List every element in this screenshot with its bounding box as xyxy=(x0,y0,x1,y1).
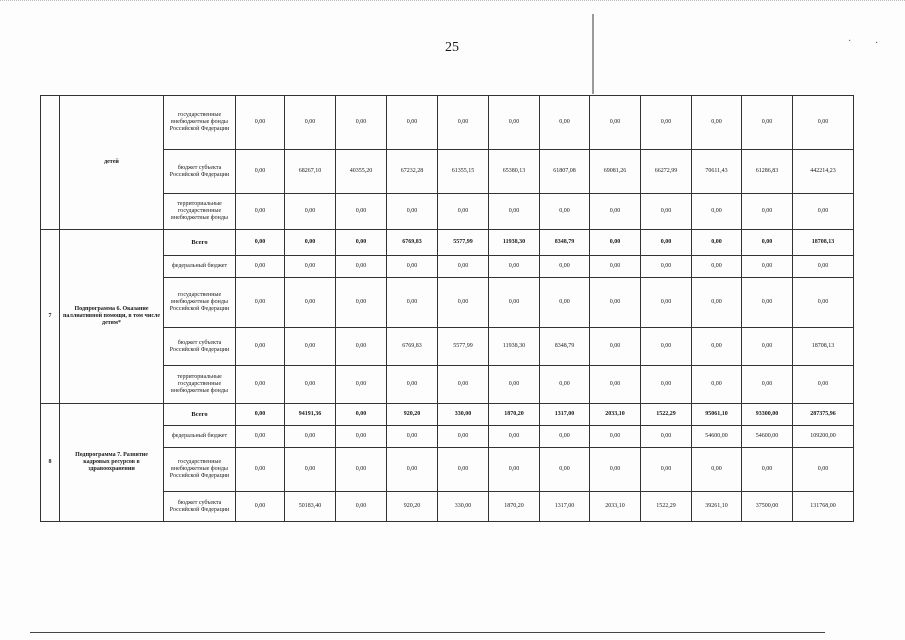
value-cell: 0,00 xyxy=(590,366,641,404)
budget-table-body xyxy=(41,96,854,522)
scan-fold-line xyxy=(592,14,594,94)
value-cell: 0,00 xyxy=(793,96,854,150)
value-cell: 0,00 xyxy=(540,448,590,492)
value-cell: 0,00 xyxy=(236,366,285,404)
value-cell: 0,00 xyxy=(742,328,793,366)
value-cell: 0,00 xyxy=(438,278,489,328)
table-row xyxy=(41,230,854,256)
value-cell: 61807,08 xyxy=(540,150,590,194)
value-cell: 5577,99 xyxy=(438,230,489,256)
value-cell: 0,00 xyxy=(236,256,285,278)
value-cell: 330,00 xyxy=(438,404,489,426)
value-cell: 0,00 xyxy=(285,328,336,366)
value-cell: 8348,79 xyxy=(540,328,590,366)
value-cell: 287375,96 xyxy=(793,404,854,426)
value-cell: 37500,00 xyxy=(742,492,793,522)
value-cell: 0,00 xyxy=(692,256,742,278)
value-cell: 54600,00 xyxy=(692,426,742,448)
value-cell: 11938,30 xyxy=(489,230,540,256)
value-cell: 1522,29 xyxy=(641,404,692,426)
table-row xyxy=(41,96,854,150)
value-cell: 0,00 xyxy=(692,366,742,404)
value-cell: 0,00 xyxy=(540,278,590,328)
funding-source-cell: территориальные государственные внебюджетные фонды xyxy=(164,194,236,230)
value-cell: 0,00 xyxy=(590,96,641,150)
value-cell: 0,00 xyxy=(641,278,692,328)
value-cell: 0,00 xyxy=(236,96,285,150)
subprogram-name-cell: Подпрограмма 7. Развитие кадровых ресурсов в здравоохранении xyxy=(60,404,164,522)
value-cell: 0,00 xyxy=(489,256,540,278)
scan-speck: · xyxy=(875,38,879,49)
value-cell: 0,00 xyxy=(489,278,540,328)
value-cell: 0,00 xyxy=(336,96,387,150)
value-cell: 1317,00 xyxy=(540,404,590,426)
value-cell: 0,00 xyxy=(540,96,590,150)
value-cell: 0,00 xyxy=(438,96,489,150)
value-cell: 0,00 xyxy=(387,194,438,230)
value-cell: 0,00 xyxy=(590,426,641,448)
value-cell: 0,00 xyxy=(336,230,387,256)
value-cell: 0,00 xyxy=(793,366,854,404)
value-cell: 0,00 xyxy=(489,194,540,230)
value-cell: 0,00 xyxy=(236,230,285,256)
value-cell: 0,00 xyxy=(438,448,489,492)
value-cell: 39261,10 xyxy=(692,492,742,522)
value-cell: 0,00 xyxy=(641,328,692,366)
value-cell: 18708,13 xyxy=(793,230,854,256)
value-cell: 0,00 xyxy=(641,448,692,492)
value-cell: 0,00 xyxy=(285,278,336,328)
scan-top-edge xyxy=(0,0,905,5)
value-cell: 920,20 xyxy=(387,492,438,522)
value-cell: 0,00 xyxy=(336,328,387,366)
value-cell: 0,00 xyxy=(590,328,641,366)
value-cell: 0,00 xyxy=(692,194,742,230)
row-number-cell: 7 xyxy=(41,230,60,404)
value-cell: 0,00 xyxy=(387,278,438,328)
value-cell: 0,00 xyxy=(336,278,387,328)
funding-source-cell: государственные внебюджетные фонды Российской Федерации xyxy=(164,96,236,150)
value-cell: 0,00 xyxy=(387,448,438,492)
value-cell: 0,00 xyxy=(793,194,854,230)
value-cell: 0,00 xyxy=(540,426,590,448)
value-cell: 0,00 xyxy=(692,448,742,492)
value-cell: 0,00 xyxy=(387,426,438,448)
value-cell: 0,00 xyxy=(336,194,387,230)
funding-source-cell: федеральный бюджет xyxy=(164,256,236,278)
value-cell: 0,00 xyxy=(641,230,692,256)
value-cell: 0,00 xyxy=(285,366,336,404)
value-cell: 0,00 xyxy=(590,448,641,492)
value-cell: 0,00 xyxy=(438,194,489,230)
value-cell: 0,00 xyxy=(236,448,285,492)
value-cell: 11938,30 xyxy=(489,328,540,366)
page-number: 25 xyxy=(445,40,459,55)
funding-source-cell: бюджет субъекта Российской Федерации xyxy=(164,328,236,366)
value-cell: 0,00 xyxy=(742,366,793,404)
value-cell: 61355,15 xyxy=(438,150,489,194)
value-cell: 920,20 xyxy=(387,404,438,426)
value-cell: 0,00 xyxy=(236,278,285,328)
value-cell: 0,00 xyxy=(489,366,540,404)
value-cell: 8348,79 xyxy=(540,230,590,256)
funding-source-cell: государственные внебюджетные фонды Российской Федерации xyxy=(164,278,236,328)
value-cell: 0,00 xyxy=(387,366,438,404)
value-cell: 1870,20 xyxy=(489,404,540,426)
value-cell: 442214,23 xyxy=(793,150,854,194)
value-cell: 66272,99 xyxy=(641,150,692,194)
value-cell: 40355,20 xyxy=(336,150,387,194)
value-cell: 0,00 xyxy=(438,426,489,448)
value-cell: 0,00 xyxy=(590,256,641,278)
value-cell: 0,00 xyxy=(236,150,285,194)
value-cell: 61286,83 xyxy=(742,150,793,194)
value-cell: 0,00 xyxy=(742,256,793,278)
value-cell: 0,00 xyxy=(540,194,590,230)
funding-source-cell: Всего xyxy=(164,404,236,426)
value-cell: 1522,29 xyxy=(641,492,692,522)
value-cell: 0,00 xyxy=(489,96,540,150)
value-cell: 67232,28 xyxy=(387,150,438,194)
value-cell: 93300,00 xyxy=(742,404,793,426)
value-cell: 0,00 xyxy=(641,426,692,448)
value-cell: 0,00 xyxy=(540,366,590,404)
value-cell: 1870,20 xyxy=(489,492,540,522)
value-cell: 0,00 xyxy=(285,426,336,448)
value-cell: 0,00 xyxy=(336,404,387,426)
row-number-cell: 8 xyxy=(41,404,60,522)
funding-source-cell: государственные внебюджетные фонды Российской Федерации xyxy=(164,448,236,492)
value-cell: 0,00 xyxy=(742,96,793,150)
scan-bottom-rule xyxy=(30,632,825,633)
value-cell: 0,00 xyxy=(236,328,285,366)
value-cell: 5577,99 xyxy=(438,328,489,366)
value-cell: 0,00 xyxy=(793,256,854,278)
value-cell: 0,00 xyxy=(336,426,387,448)
value-cell: 0,00 xyxy=(489,426,540,448)
funding-source-cell: бюджет субъекта Российской Федерации xyxy=(164,150,236,194)
value-cell: 54600,00 xyxy=(742,426,793,448)
value-cell: 330,00 xyxy=(438,492,489,522)
value-cell: 0,00 xyxy=(641,256,692,278)
value-cell: 0,00 xyxy=(285,256,336,278)
value-cell: 94191,36 xyxy=(285,404,336,426)
value-cell: 0,00 xyxy=(692,230,742,256)
value-cell: 0,00 xyxy=(285,96,336,150)
value-cell: 0,00 xyxy=(692,96,742,150)
value-cell: 0,00 xyxy=(387,256,438,278)
value-cell: 65380,13 xyxy=(489,150,540,194)
value-cell: 0,00 xyxy=(336,256,387,278)
value-cell: 0,00 xyxy=(285,448,336,492)
value-cell: 6769,83 xyxy=(387,328,438,366)
scan-speck: · xyxy=(848,36,852,47)
value-cell: 2033,10 xyxy=(590,492,641,522)
value-cell: 0,00 xyxy=(692,328,742,366)
value-cell: 0,00 xyxy=(641,366,692,404)
row-number-cell xyxy=(41,96,60,230)
value-cell: 0,00 xyxy=(387,96,438,150)
value-cell: 0,00 xyxy=(236,194,285,230)
value-cell: 70611,43 xyxy=(692,150,742,194)
value-cell: 0,00 xyxy=(793,278,854,328)
value-cell: 95061,10 xyxy=(692,404,742,426)
value-cell: 0,00 xyxy=(236,492,285,522)
table-row xyxy=(41,404,854,426)
value-cell: 2033,10 xyxy=(590,404,641,426)
value-cell: 0,00 xyxy=(641,194,692,230)
value-cell: 0,00 xyxy=(793,448,854,492)
value-cell: 0,00 xyxy=(285,230,336,256)
value-cell: 0,00 xyxy=(236,404,285,426)
value-cell: 0,00 xyxy=(489,448,540,492)
value-cell: 0,00 xyxy=(590,194,641,230)
value-cell: 0,00 xyxy=(641,96,692,150)
subprogram-name-cell: Подпрограмма 6. Оказание паллиативной помощи, в том числе детям* xyxy=(60,230,164,404)
value-cell: 0,00 xyxy=(285,194,336,230)
value-cell: 1317,00 xyxy=(540,492,590,522)
value-cell: 0,00 xyxy=(742,230,793,256)
funding-source-cell: бюджет субъекта Российской Федерации xyxy=(164,492,236,522)
funding-source-cell: федеральный бюджет xyxy=(164,426,236,448)
value-cell: 0,00 xyxy=(590,230,641,256)
funding-source-cell: Всего xyxy=(164,230,236,256)
value-cell: 0,00 xyxy=(742,278,793,328)
value-cell: 6769,83 xyxy=(387,230,438,256)
value-cell: 0,00 xyxy=(236,426,285,448)
subprogram-name-cell: детей xyxy=(60,96,164,230)
value-cell: 0,00 xyxy=(336,448,387,492)
value-cell: 0,00 xyxy=(742,448,793,492)
value-cell: 68267,10 xyxy=(285,150,336,194)
value-cell: 0,00 xyxy=(336,366,387,404)
funding-source-cell: территориальные государственные внебюджетные фонды xyxy=(164,366,236,404)
value-cell: 109200,00 xyxy=(793,426,854,448)
value-cell: 18708,13 xyxy=(793,328,854,366)
value-cell: 0,00 xyxy=(590,278,641,328)
value-cell: 50183,40 xyxy=(285,492,336,522)
value-cell: 0,00 xyxy=(438,366,489,404)
value-cell: 0,00 xyxy=(438,256,489,278)
value-cell: 0,00 xyxy=(742,194,793,230)
budget-table xyxy=(40,95,854,522)
value-cell: 69081,26 xyxy=(590,150,641,194)
value-cell: 0,00 xyxy=(336,492,387,522)
value-cell: 131768,00 xyxy=(793,492,854,522)
value-cell: 0,00 xyxy=(692,278,742,328)
value-cell: 0,00 xyxy=(540,256,590,278)
